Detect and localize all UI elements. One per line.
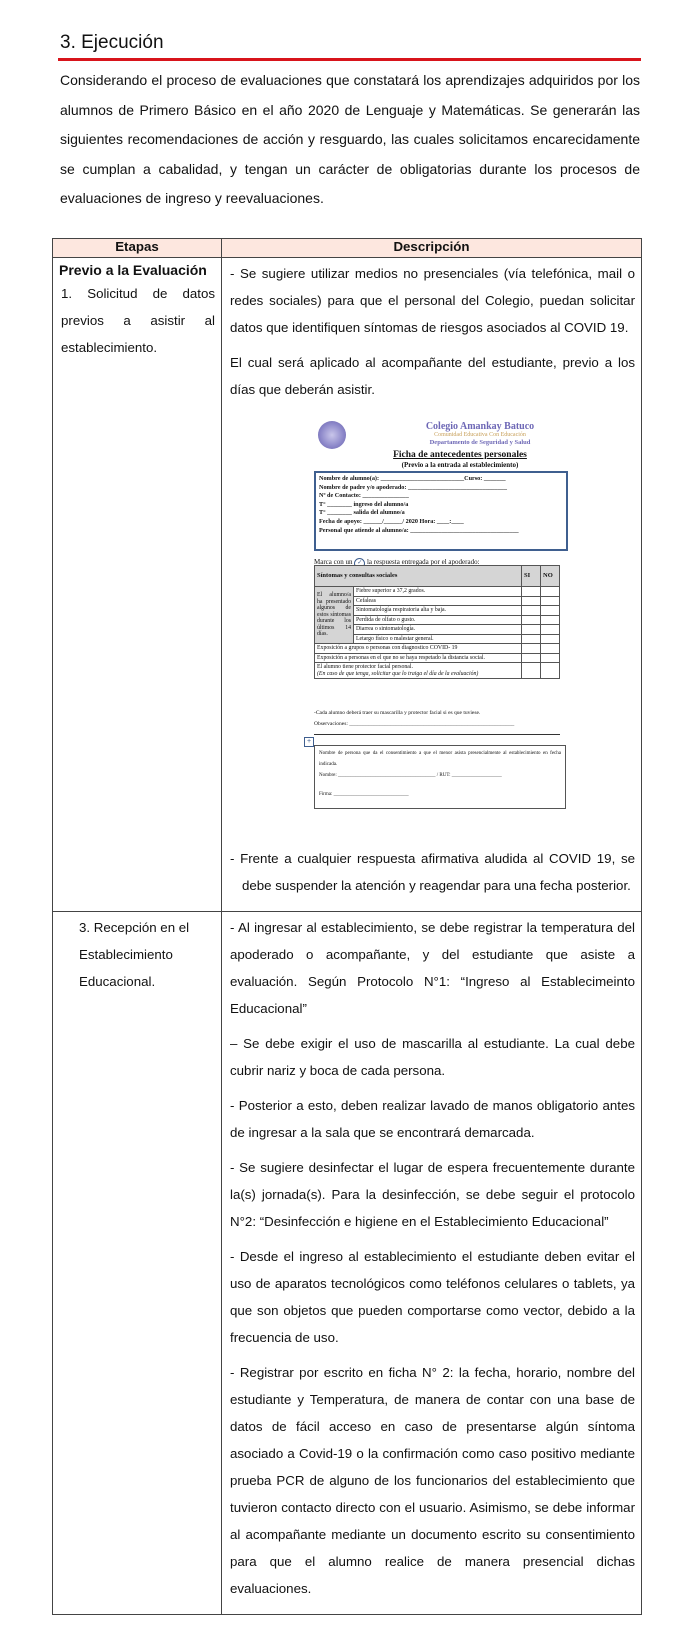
exposure-item: Exposición a personas en el que no se haya respetado la distancia social. [315,653,522,663]
footer-note: -Cada alumno deberá traer su mascarilla y protector facial si es que tuviese. [314,710,481,716]
description-paragraph: El cual será aplicado al acompañante del estudiante, previo a los días que deberán asistir. [230,355,635,397]
form-school-header [390,421,570,447]
form-field: Nombre de alumno(a): ___________________________Curso: _______ [319,475,506,482]
description-paragraph: – Se debe exigir el uso de mascarilla al estudiante. La cual debe cubrir nariz y boca de cada persona. [230,1036,635,1078]
form-title: Ficha de antecedentes personales [393,450,527,460]
table-row [53,912,642,1615]
description-paragraph: - Desde el ingreso al establecimiento el estudiante deben evitar el uso de aparatos tecnológicos como teléfonos celulares o tablets, ya que son objetos que pueden comportarse como vector, debido a la frecuencia de uso. [230,1249,635,1345]
school-logo-icon [318,421,346,449]
form-footer [314,710,560,735]
exposure-text: El alumno tiene protector facial personal. [317,664,413,670]
description-paragraph: - Al ingresar al establecimiento, se debe registrar la temperatura del apoderado o acompañante, y del estudiante que asiste a evaluación. Según Protocolo N°1: “Ingreso al Establecimeinto Educacional” [230,920,635,1016]
description-paragraph: - Posterior a esto, deben realizar lavado de manos obligatorio antes de ingresar a la sala que se encontrará demarcada. [230,1098,635,1140]
symptom-item: Diarrea o sintomatología. [354,625,522,635]
exposure-item: Exposición a grupos o personas con diagnostico COVID- 19 [315,644,522,654]
school-department: Departamento de Seguridad y Salud [429,439,531,446]
symptom-item: Cefaleas [354,596,522,606]
description-paragraph: - Registrar por escrito en ficha N° 2: la fecha, horario, nombre del estudiante y Temperatura, de manera de contar con una base de datos de fácil acceso en caso de presentarse algún síntoma asociado a Covid-19 o la confirmación como caso positivo mediante prueba PCR de alguno de los funcionarios del establecimiento que tuvieron contacto directo con el usuario. Asimismo, se debe informar al acompañante mediante un documento escrito su consentimiento para que el alumno realice de manera presencial dichas evaluaciones. [230,1365,635,1596]
form-field: Nº de Contacto: _______________ [319,492,409,500]
instruction-text: Marca con un [314,558,353,566]
symptom-item: Fiebre superior a 37,2 grados. [354,587,522,597]
symptoms-table [314,565,560,679]
stage-title: Previo a la Evaluación [59,262,207,278]
form-title-block [310,450,610,470]
form-fields-box [314,471,568,551]
observations-line: Observaciones: ____________________________________________________________ [314,721,515,727]
stage-item: 1. Solicitud de datos previos a asistir al establecimiento. [61,286,215,355]
heading-underline [58,58,641,61]
school-subtitle: Comunidad Educativa Con Educación [434,432,526,438]
consent-name-line: Nombre: _______________________________________ / RUT: ____________________ [319,773,502,778]
exposure-note: (En caso de que tenga, solicitar que lo traiga el día de la evaluación) [317,670,479,677]
symptom-item: Perdida de olfato o gusto. [354,615,522,625]
exposure-item [315,663,522,679]
form-field: Personal que atiende al alumno/a: ___________________________________ [319,526,519,534]
description-paragraph: - Frente a cualquier respuesta afirmativa aludida al COVID 19, se debe suspender la atención y reagendar para una fecha posterior. [230,851,635,893]
consent-signature-line: Firma: ______________________________ [319,792,409,797]
description-cell [222,912,642,1615]
intro-paragraph: Considerando el proceso de evaluaciones que constatará los aprendizajes adquiridos por los alumnos de Primero Básico en el año 2020 de Lenguaje y Matemáticas. Se generarán las siguientes recomendaciones de acción y resguardo, las cuales solicitamos encarecidamente se cumplan a cabalidad, y tengan un carácter de obligatorias durante los procesos de evaluaciones de ingreso y reevaluaciones. [60,72,640,206]
stage-cell [53,258,222,912]
si-header: SI [522,566,541,587]
procedure-table [52,238,642,1615]
form-field: Fecha de apoyo: ______/______/ 2020 Hora: ____:____ [319,517,464,525]
header-etapas: Etapas [53,239,222,258]
table-header-row [53,239,642,258]
form-image [306,415,610,835]
stage-item: 3. Recepción en el Establecimiento Educacional. [79,920,190,989]
form-subtitle: (Previo a la entrada al establecimiento) [401,461,519,469]
form-field: T° ________ salida del alumno/a [319,509,405,517]
symptom-group-label: El alumno/a ha presentado algunos de estos síntomas durante los últimos 14 días. [315,587,354,644]
instruction-text: la respuesta entregada por el apoderado: [366,558,480,566]
description-paragraph: - Se sugiere desinfectar el lugar de espera frecuentemente durante la(s) jornada(s). Para la desinfección, se debe seguir el protocolo N°2: “Desinfección e higiene en el Establecimiento Educacional” [230,1160,635,1229]
table-row [53,258,642,912]
header-descripcion: Descripción [222,239,642,258]
school-name: Colegio Amankay Batuco [425,421,535,432]
description-cell [222,258,642,912]
blank-line [314,728,560,735]
description-paragraph: - Se sugiere utilizar medios no presenciales (vía telefónica, mail o redes sociales) para que el personal del Colegio, puedan solicitar datos que identifiquen síntomas de riesgos asociados al COVID 19. [230,266,635,335]
consent-box [314,745,566,809]
form-field: Nombre de padre y/o apoderado: ________________________________ [319,483,507,491]
move-anchor-icon: + [304,737,314,747]
symptoms-header: Síntomas y consultas sociales [315,566,522,587]
symptom-item: Sintomatología respiratoria alta y baja. [354,606,522,616]
consent-text: Nombre de persona que da el consentimiento a que el menor asista presencialmente al establecimiento en fecha indicada. [319,751,561,767]
form-field: T° ________ ingreso del alumno/a [319,500,409,508]
symptom-item: Letargo físico o malestar general. [354,634,522,644]
no-header: NO [541,566,560,587]
section-heading: 3. Ejecución [60,32,164,53]
check-circle-icon: ✓ [354,558,365,569]
stage-cell [53,912,222,1615]
